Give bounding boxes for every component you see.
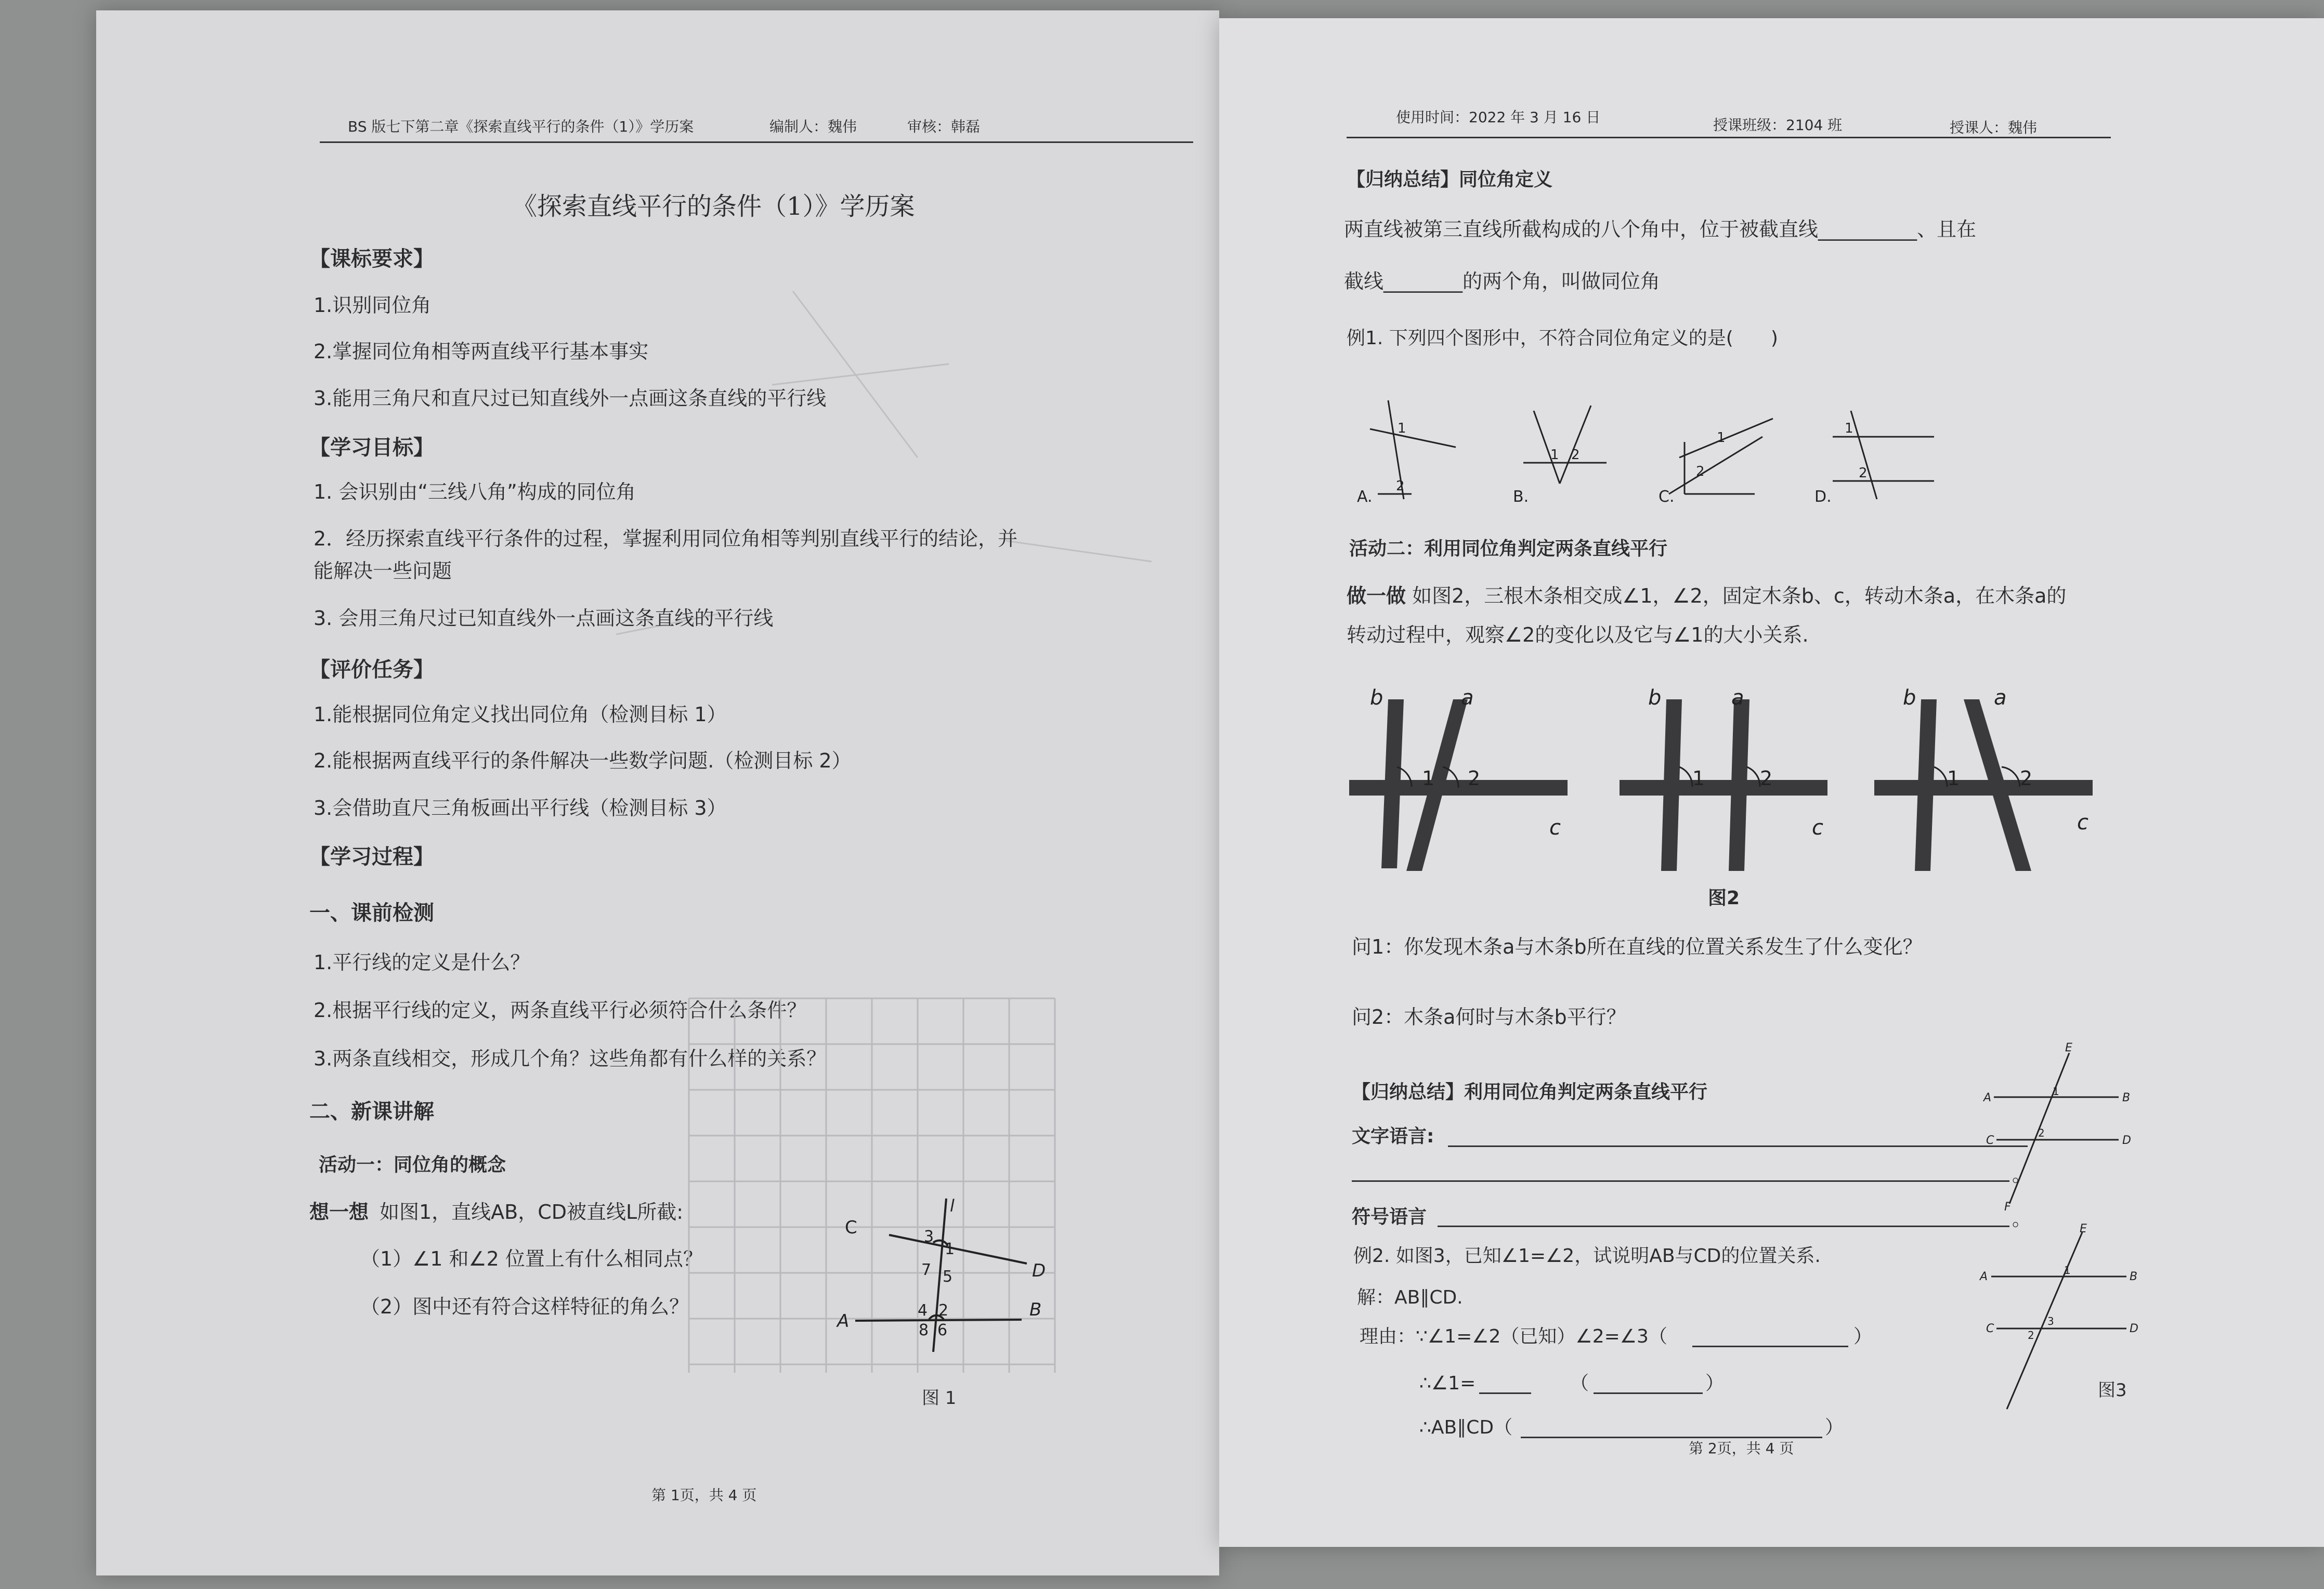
fig1-angle-8: 8: [919, 1321, 929, 1339]
text-language-blank-1[interactable]: [1448, 1145, 2028, 1147]
goals-item-3: 3. 会用三角尺过已知直线外一点画这条直线的平行线: [314, 607, 774, 630]
doit-line2: 转动过程中，观察∠2的变化以及它与∠1的大小关系.: [1347, 623, 1809, 646]
fig1-angle-6: 6: [937, 1321, 948, 1339]
reason-close-1: ）: [1853, 1326, 1873, 1347]
doit-label: 做一做: [1347, 584, 1406, 607]
standards-item-1: 1.识别同位角: [314, 294, 432, 317]
example2-step3: ∴AB∥CD（: [1419, 1417, 1513, 1438]
tasks-item-3: 3.会借助直尺三角板画出平行线（检测目标 3）: [314, 797, 727, 819]
fig3-caption: 图3: [2098, 1380, 2127, 1401]
fig2-angle2-2: 2: [1760, 767, 1773, 790]
fig2-label-b-2: b: [1648, 686, 1662, 710]
think-text: 如图1，直线AB，CD被直线L所截:: [380, 1201, 684, 1223]
fig3b-angle-1: 1: [2064, 1264, 2071, 1277]
example2-step2-paren: （: [1570, 1373, 1589, 1394]
fig1-label-l: l: [950, 1196, 955, 1216]
header-rule: [1347, 137, 2111, 138]
newlesson-heading: 二、新课讲解: [309, 1100, 434, 1124]
symbol-language-label: 符号语言: [1352, 1206, 1427, 1228]
fig3a-label-D: D: [2122, 1134, 2131, 1147]
example1-C-angle2: 2: [1696, 464, 1705, 479]
fig2-label-c-3: c: [2077, 811, 2088, 835]
goals-heading: 【学习目标】: [309, 436, 434, 460]
think-label-text: 想一想: [309, 1201, 369, 1223]
fig3b-label-A: A: [1980, 1270, 1988, 1283]
fig2-label-b-3: b: [1903, 686, 1916, 710]
fig3a-label-C: C: [1986, 1134, 1994, 1147]
summary2-heading: 【归纳总结】利用同位角判定两条直线平行: [1352, 1082, 1708, 1103]
fig2-angle1-2: 1: [1692, 767, 1705, 790]
example1-C-angle1: 1: [1717, 430, 1726, 446]
standards-heading: 【课标要求】: [309, 247, 434, 271]
step2-blank-2[interactable]: [1594, 1392, 1703, 1394]
example1-D-angle1: 1: [1845, 421, 1853, 436]
example1-B-angle1: 1: [1550, 447, 1559, 463]
header-rule: [320, 141, 1193, 143]
goals-item-2b: 能解决一些问题: [314, 559, 452, 582]
fig3a-label-B: B: [2122, 1091, 2131, 1104]
text-language-label: 文字语言:: [1352, 1126, 1434, 1147]
figure-2: [1349, 668, 2129, 887]
fig1-caption: 图 1: [922, 1388, 957, 1409]
pretest-item-3: 3.两条直线相交，形成几个角？这些角都有什么样的关系？: [314, 1047, 827, 1070]
step3-blank[interactable]: [1521, 1437, 1822, 1438]
header-teacher: 授课人：魏伟: [1950, 119, 2038, 136]
fig1-label-D: D: [1032, 1260, 1046, 1281]
standards-item-2: 2.掌握同位角相等两直线平行基本事实: [314, 340, 649, 363]
think-q1: （1）∠1 和∠2 位置上有什么相同点？: [360, 1247, 703, 1270]
fig1-label-A: A: [837, 1311, 850, 1332]
header-date: 使用时间：2022 年 3 月 16 日: [1396, 109, 1601, 126]
fig3a-label-A: A: [1983, 1091, 1992, 1104]
fig2-caption: 图2: [1708, 888, 1740, 909]
reason-close-2: ）: [1705, 1373, 1725, 1394]
left-footer: 第 1页，共 4 页: [651, 1487, 757, 1504]
fig2-angle2-1: 2: [1468, 767, 1481, 790]
example2-text: 例2. 如图3，已知∠1=∠2，试说明AB与CD的位置关系.: [1353, 1245, 1821, 1267]
fig1-label-C: C: [845, 1217, 857, 1238]
right-page: [1219, 18, 2324, 1547]
fig3b-label-D: D: [2130, 1322, 2138, 1335]
left-page: [96, 10, 1219, 1575]
fig1-angle-4: 4: [918, 1301, 928, 1320]
step2-blank-1[interactable]: [1479, 1392, 1531, 1394]
header-course: BS 版七下第二章《探索直线平行的条件（1）》学历案: [348, 118, 694, 135]
example1-D-angle2: 2: [1859, 465, 1868, 481]
header-class: 授课班级：2104 班: [1713, 116, 1843, 134]
pretest-item-2: 2.根据平行线的定义，两条直线平行必须符合什么条件？: [314, 999, 807, 1022]
example1-option-C: C.: [1659, 488, 1675, 506]
doit-line1-text: 如图2，三根木条相交成∠1，∠2，固定木条b、c，转动木条a，在木条a的: [1412, 584, 2067, 607]
example1-option-A: A.: [1357, 488, 1373, 506]
fig2-label-a-3: a: [1994, 686, 2007, 710]
reason-blank-1[interactable]: [1692, 1346, 1848, 1347]
text-language-blank-2[interactable]: [1352, 1180, 2009, 1182]
think-label: [309, 1201, 369, 1224]
summary1-line2: 截线________的两个角，叫做同位角: [1344, 270, 1661, 293]
goals-item-2a: 2．经历探索直线平行条件的过程，掌握利用同位角相等判别直线平行的结论，并: [314, 527, 1018, 550]
reason-close-3: ）: [1825, 1417, 1844, 1438]
figure-1: [689, 998, 1084, 1393]
example1-B-angle2: 2: [1571, 447, 1580, 463]
fig3a-label-E: E: [2065, 1041, 2072, 1054]
standards-item-3: 3.能用三角尺和直尺过已知直线外一点画这条直线的平行线: [314, 387, 827, 410]
fig3b-label-C: C: [1986, 1322, 1994, 1335]
pretest-heading: 一、课前检测: [309, 901, 434, 925]
fig2-angle1-3: 1: [1947, 767, 1960, 790]
fig3b-angle-2: 2: [2028, 1329, 2034, 1341]
fig1-angle-2: 2: [938, 1301, 949, 1320]
fig2-label-a-1: a: [1461, 686, 1474, 710]
right-footer: 第 2页，共 4 页: [1689, 1440, 1794, 1457]
example2-reason: 理由：∵∠1=∠2（已知）∠2=∠3（: [1360, 1326, 1667, 1347]
example1-option-B: B.: [1513, 488, 1529, 506]
doit-line1: [1347, 585, 2066, 608]
example1-A-angle2: 2: [1396, 478, 1405, 494]
fig2-label-c-1: c: [1549, 816, 1561, 840]
fig3a-angle-1: 1: [2053, 1085, 2059, 1098]
tasks-item-2: 2.能根据两直线平行的条件解决一些数学问题.（检测目标 2）: [314, 749, 852, 772]
example1-option-D: D.: [1814, 488, 1832, 506]
figure-3: [1980, 1041, 2173, 1399]
example1-A-angle1: 1: [1398, 421, 1406, 436]
fig2-angle1-1: 1: [1422, 767, 1435, 790]
symbol-language-blank[interactable]: [1438, 1226, 2009, 1227]
fig2-label-a-2: a: [1731, 686, 1744, 710]
tasks-heading: 【评价任务】: [309, 658, 434, 682]
fig1-label-B: B: [1029, 1299, 1042, 1320]
symbol-language-period: 。: [2012, 1209, 2031, 1230]
goals-item-1: 1. 会识别由“三线八角”构成的同位角: [314, 480, 636, 503]
pretest-item-1: 1.平行线的定义是什么？: [314, 951, 530, 974]
fig2-label-b-1: b: [1370, 686, 1383, 710]
process-heading: 【学习过程】: [309, 845, 434, 869]
page-title: 《探索直线平行的条件（1）》学历案: [512, 192, 915, 221]
question-1: 问1：你发现木条a与木条b所在直线的位置关系发生了什么变化？: [1352, 935, 1923, 958]
figure-1-grid: [689, 998, 1055, 1373]
example1-text: 例1. 下列四个图形中，不符合同位角定义的是( ): [1347, 328, 1778, 349]
activity1-heading: 活动一：同位角的概念: [319, 1154, 506, 1176]
example2-answer: 解：AB∥CD.: [1357, 1287, 1463, 1308]
fig3b-label-B: B: [2130, 1270, 2138, 1283]
activity2-heading: 活动二：利用同位角判定两条直线平行: [1349, 538, 1668, 559]
example2-step2: ∴∠1=: [1419, 1373, 1476, 1394]
fig1-angle-3: 3: [924, 1228, 934, 1246]
header-author: 编制人：魏伟: [769, 118, 857, 135]
fig2-angle2-3: 2: [2020, 767, 2033, 790]
tasks-item-1: 1.能根据同位角定义找出同位角（检测目标 1）: [314, 703, 727, 726]
fig3a-angle-2: 2: [2038, 1127, 2045, 1139]
example1-figures: [1347, 390, 2074, 510]
fig3a-label-F: F: [2004, 1201, 2011, 1214]
summary1-line1: 两直线被第三直线所截构成的八个角中，位于被截直线__________、且在: [1344, 218, 1977, 241]
header-reviewer: 审核：韩磊: [907, 118, 981, 135]
fig1-angle-1: 1: [945, 1240, 955, 1258]
fig2-label-c-2: c: [1812, 816, 1823, 840]
fig1-angle-5: 5: [943, 1268, 953, 1286]
text-language-period: 。: [2012, 1165, 2031, 1186]
fig3b-angle-3: 3: [2047, 1315, 2054, 1327]
question-2: 问2：木条a何时与木条b平行？: [1352, 1006, 1626, 1028]
summary1-heading: 【归纳总结】同位角定义: [1347, 169, 1553, 190]
fig1-angle-7: 7: [921, 1261, 932, 1279]
fig3b-label-E: E: [2080, 1222, 2087, 1235]
think-q2: （2）图中还有符合这样特征的角么？: [360, 1295, 689, 1318]
